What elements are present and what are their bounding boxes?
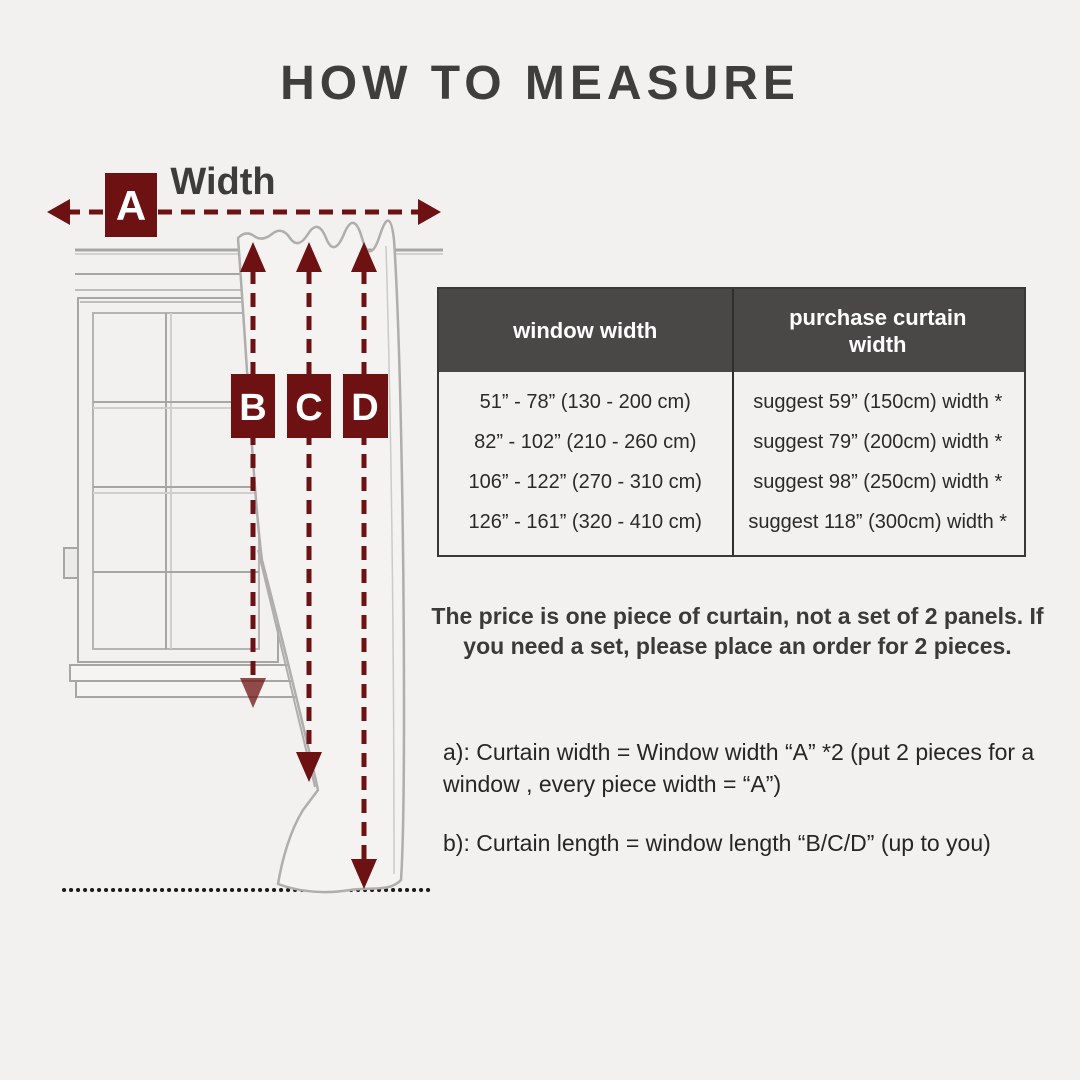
measure-diagram (20, 150, 470, 910)
table-cell: suggest 79” (200cm) width * (753, 430, 1003, 453)
marker-c-label: C (295, 387, 323, 429)
arrowhead-left (47, 199, 70, 225)
col-header-window-width: window width (513, 318, 658, 343)
table-cell: 82” - 102” (210 - 260 cm) (474, 430, 697, 453)
window-sill (70, 665, 310, 681)
price-note: The price is one piece of curtain, not a set of 2 panels. If you need a set, please place an order for 2 pieces. (431, 603, 1044, 659)
note-curtain-width: a): Curtain width = Window width “A” *2 (put 2 pieces for a window , every piece width = “A”) (443, 739, 1035, 797)
size-table (437, 287, 1026, 557)
length-markers (231, 374, 388, 438)
table-column-divider (732, 289, 734, 555)
marker-a-label: A (115, 182, 147, 229)
table-cell: suggest 59” (150cm) width * (753, 390, 1003, 413)
col-header-purchase-width: purchase curtain width (789, 304, 967, 357)
curtain-panel (238, 221, 404, 892)
arrowhead-right (418, 199, 441, 225)
page-title: HOW TO MEASURE (280, 57, 800, 110)
table-cell: 106” - 122” (270 - 310 cm) (468, 470, 702, 493)
table-cell: suggest 118” (300cm) width * (748, 510, 1008, 533)
table-cell: 51” - 78” (130 - 200 cm) (479, 390, 691, 413)
note-curtain-length: b): Curtain length = window length “B/C/D” (up to you) (443, 830, 991, 856)
table-cell: suggest 98” (250cm) width * (753, 470, 1003, 493)
curtain-sketch (238, 221, 404, 892)
purchase-width-column (732, 382, 1025, 542)
width-label: Width (170, 161, 276, 203)
table-cell: 126” - 161” (320 - 410 cm) (468, 510, 702, 533)
window-latch (64, 548, 78, 578)
marker-d-label: D (351, 387, 379, 429)
marker-b-label: B (239, 387, 267, 429)
window-width-column (439, 382, 732, 542)
